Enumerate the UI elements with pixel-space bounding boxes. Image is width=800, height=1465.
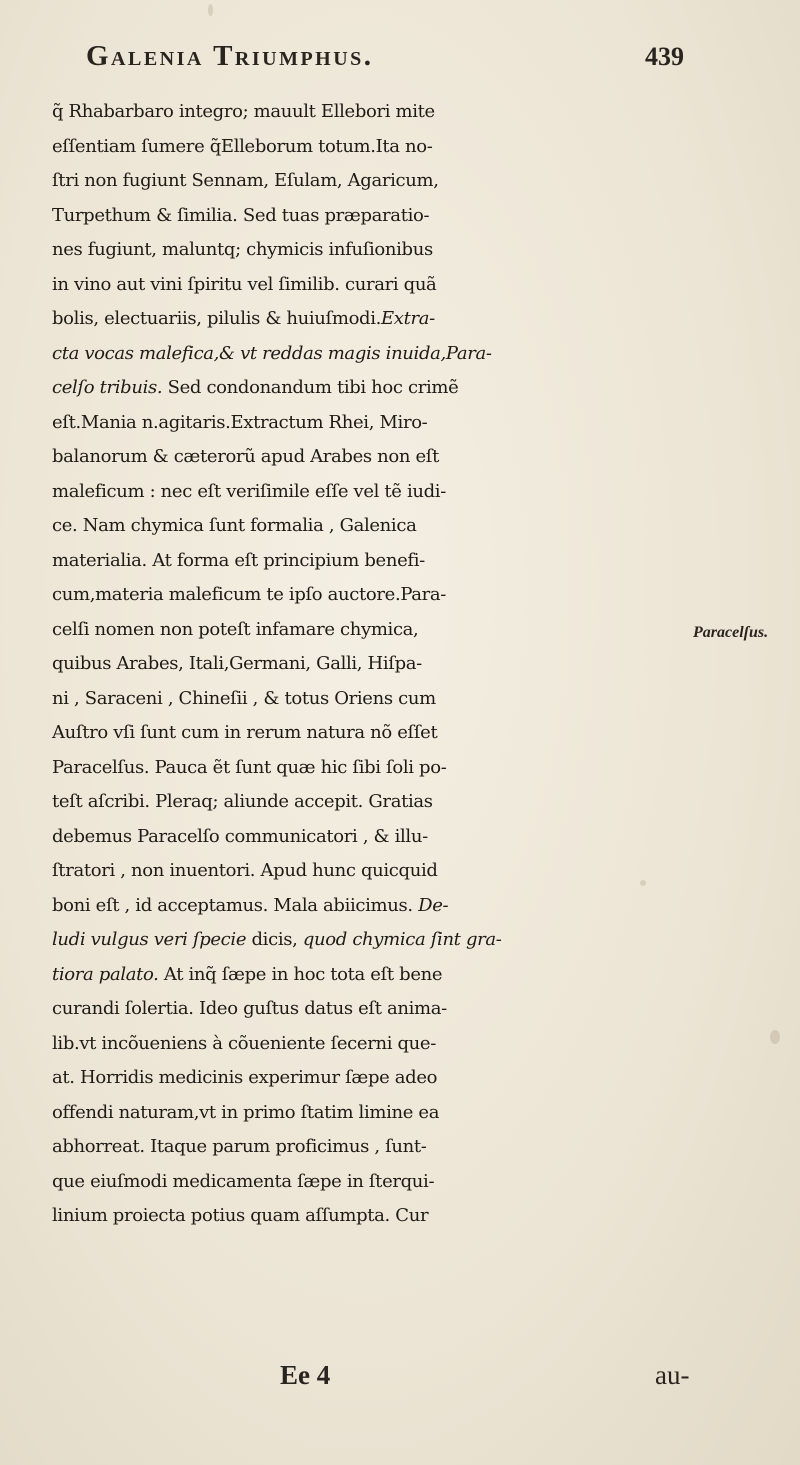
text-line: celſo tribuis. Sed condonandum tibi hoc crimẽ	[52, 377, 459, 398]
text-line: Auſtro vſi ſunt cum in rerum natura nõ eſſet	[52, 722, 438, 743]
running-title: Galenia Triumphus.	[86, 40, 374, 72]
text-line: bolis, electuariis, pilulis & huiuſmodi.Extra-	[52, 308, 435, 329]
text-line: eſſentiam ſumere q̃Elleborum totum.Ita no-	[52, 135, 433, 157]
text-line: teſt aſcribi. Pleraq; aliunde accepit. Gratias	[52, 791, 433, 812]
text-line: q̃ Rhabarbaro integro; mauult Ellebori mite	[52, 101, 435, 122]
text-line: quibus Arabes, Itali,Germani, Galli, Hiſpa-	[52, 653, 422, 674]
text-line: cum,materia maleficum te ipſo auctore.Para-	[52, 584, 447, 605]
margin-note: Paracelſus.	[693, 624, 769, 641]
text-line: celſi nomen non poteſt infamare chymica,	[52, 618, 419, 640]
text-line: ni , Saraceni , Chineſii , & totus Oriens cum	[52, 687, 436, 709]
text-line: in vino aut vini ſpiritu vel ſimilib. curari quã	[52, 273, 437, 295]
text-line: maleficum : nec eſt veriſimile eſſe vel tẽ iudi-	[52, 480, 446, 502]
text-line: materialia. At forma eſt principium benefi-	[52, 549, 425, 571]
paper-stain	[208, 4, 213, 16]
text-line: curandi ſolertia. Ideo guſtus datus eſt anima-	[52, 998, 447, 1019]
text-line: ſtratori , non inuentori. Apud hunc quicquid	[52, 860, 438, 881]
text-line: ce. Nam chymica ſunt formalia , Galenica	[52, 515, 417, 536]
text-line: nes fugiunt, maluntq; chymicis infuſionibus	[52, 239, 433, 260]
text-line: balanorum & cæterorũ apud Arabes non eſt	[52, 446, 440, 467]
paper-stain	[770, 1030, 780, 1044]
text-line: boni eſt , id acceptamus. Mala abiicimus. De-	[52, 894, 449, 916]
text-line: offendi naturam,vt in primo ſtatim limine ea	[52, 1101, 440, 1123]
signature-mark: Ee 4	[280, 1360, 331, 1390]
text-line: eſt.Mania n.agitaris.Extractum Rhei, Miro-	[52, 411, 428, 433]
text-line: cta vocas malefica,& vt reddas magis inuida,Para-	[52, 342, 492, 364]
page-footer	[220, 1360, 690, 1400]
page-header	[86, 40, 684, 86]
body-text	[52, 95, 732, 1234]
catchword: au-	[655, 1360, 690, 1390]
text-line: lib.vt incõueniens à cõueniente ſecerni que-	[52, 1032, 436, 1054]
text-line: at. Horridis medicinis experimur ſæpe adeo	[52, 1067, 438, 1088]
text-line: Paracelſus. Pauca ẽt ſunt quæ hic ſibi ſoli po-	[52, 756, 447, 778]
page-number: 439	[645, 42, 684, 71]
text-line: ſtri non fugiunt Sennam, Eſulam, Agaricum,	[52, 170, 439, 191]
text-line: linium proiecta potius quam aſſumpta. Cur	[52, 1205, 429, 1226]
text-line: Turpethum & ſimilia. Sed tuas præparatio-	[52, 204, 430, 226]
text-line: tiora palato. At inq̃ ſæpe in hoc tota eſt bene	[52, 963, 443, 985]
text-line: abhorreat. Itaque parum proficimus , ſunt-	[52, 1136, 427, 1157]
text-line: ludi vulgus veri ſpecie dicis, quod chymica ſint gra-	[52, 929, 502, 950]
text-line: debemus Paracelſo communicatori , & illu-	[52, 825, 428, 847]
text-line: que eiuſmodi medicamenta ſæpe in ſterqui-	[52, 1170, 435, 1192]
